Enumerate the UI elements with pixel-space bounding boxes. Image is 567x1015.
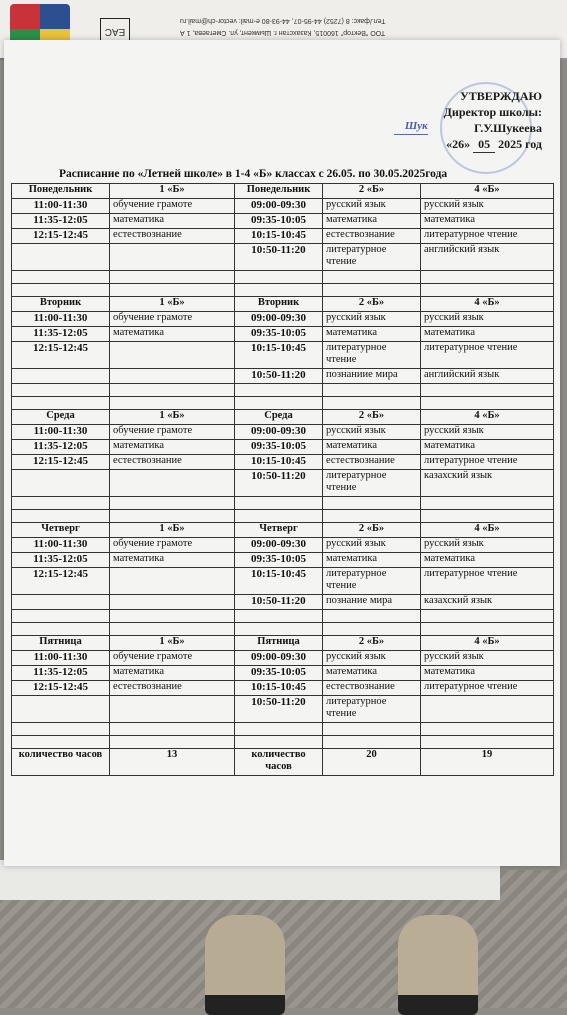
day-name: Понедельник bbox=[235, 184, 323, 199]
subject-cell: обучение грамоте bbox=[110, 651, 235, 666]
empty-cell bbox=[12, 736, 110, 749]
approval-year: 2025 год bbox=[498, 137, 542, 151]
subject-cell: математика bbox=[323, 214, 421, 229]
empty-cell bbox=[235, 736, 323, 749]
spacer-row bbox=[12, 736, 554, 749]
empty-cell bbox=[12, 271, 110, 284]
empty-cell bbox=[110, 497, 235, 510]
table-row bbox=[12, 440, 554, 455]
time-cell: 11:35-12:05 bbox=[12, 214, 110, 229]
subject-cell: математика bbox=[323, 327, 421, 342]
director-name: Г.У.Шукеева bbox=[473, 121, 542, 135]
director-signature: Шук bbox=[394, 118, 428, 135]
time-cell: 12:15-12:45 bbox=[12, 342, 110, 369]
approval-day: «26» bbox=[446, 137, 471, 151]
subject-cell: литературное чтение bbox=[421, 681, 554, 696]
subject-cell: литературное чтение bbox=[323, 568, 421, 595]
empty-cell bbox=[323, 723, 421, 736]
approval-date bbox=[444, 136, 542, 153]
subject-cell: математика bbox=[110, 666, 235, 681]
day-header-row bbox=[12, 636, 554, 651]
day-name: Пятница bbox=[235, 636, 323, 651]
class-header: 1 «Б» bbox=[110, 184, 235, 199]
subject-cell: обучение грамоте bbox=[110, 312, 235, 327]
time-cell: 10:15-10:45 bbox=[235, 455, 323, 470]
time-cell: 10:50-11:20 bbox=[235, 470, 323, 497]
time-cell: 10:50-11:20 bbox=[235, 369, 323, 384]
time-cell: 11:00-11:30 bbox=[12, 425, 110, 440]
spacer-row bbox=[12, 610, 554, 623]
subject-cell: естествознание bbox=[323, 681, 421, 696]
subject-cell: математика bbox=[323, 440, 421, 455]
table-row bbox=[12, 369, 554, 384]
class-header: 4 «Б» bbox=[421, 410, 554, 425]
spacer-row bbox=[12, 623, 554, 636]
subject-cell: русский язык bbox=[421, 425, 554, 440]
class-header: 1 «Б» bbox=[110, 636, 235, 651]
class-header: 4 «Б» bbox=[421, 184, 554, 199]
empty-cell bbox=[323, 397, 421, 410]
subject-cell: познание мира bbox=[323, 595, 421, 610]
subject-cell bbox=[110, 244, 235, 271]
subject-cell: английский язык bbox=[421, 369, 554, 384]
time-cell: 09:35-10:05 bbox=[235, 440, 323, 455]
subject-cell: математика bbox=[421, 440, 554, 455]
time-cell: 12:15-12:45 bbox=[12, 681, 110, 696]
class-header: 2 «Б» bbox=[323, 636, 421, 651]
time-cell bbox=[12, 595, 110, 610]
schedule-table bbox=[11, 183, 554, 776]
time-cell: 09:00-09:30 bbox=[235, 538, 323, 553]
subject-cell: естествознание bbox=[110, 681, 235, 696]
table-row bbox=[12, 651, 554, 666]
subject-cell: обучение грамоте bbox=[110, 538, 235, 553]
empty-cell bbox=[110, 736, 235, 749]
subject-cell bbox=[421, 696, 554, 723]
class-header: 1 «Б» bbox=[110, 410, 235, 425]
day-header-row bbox=[12, 523, 554, 538]
class-header: 2 «Б» bbox=[323, 297, 421, 312]
table-row bbox=[12, 342, 554, 369]
empty-cell bbox=[323, 497, 421, 510]
schedule-sheet bbox=[4, 40, 560, 866]
day-name: Вторник bbox=[235, 297, 323, 312]
subject-cell bbox=[110, 369, 235, 384]
empty-cell bbox=[110, 284, 235, 297]
time-cell bbox=[12, 369, 110, 384]
subject-cell: русский язык bbox=[323, 538, 421, 553]
subject-cell: естествознание bbox=[323, 229, 421, 244]
subject-cell: литературное чтение bbox=[323, 342, 421, 369]
subject-cell: обучение грамоте bbox=[110, 199, 235, 214]
approval-month: 05 bbox=[473, 136, 495, 153]
empty-cell bbox=[110, 271, 235, 284]
class-header: 2 «Б» bbox=[323, 184, 421, 199]
subject-cell: естествознание bbox=[323, 455, 421, 470]
table-row bbox=[12, 568, 554, 595]
table-row bbox=[12, 666, 554, 681]
subject-cell: математика bbox=[323, 666, 421, 681]
day-name: Четверг bbox=[235, 523, 323, 538]
empty-cell bbox=[110, 510, 235, 523]
spacer-row bbox=[12, 271, 554, 284]
subject-cell bbox=[110, 696, 235, 723]
subject-cell: литературное чтение bbox=[323, 696, 421, 723]
empty-cell bbox=[110, 397, 235, 410]
time-cell: 10:15-10:45 bbox=[235, 568, 323, 595]
time-cell: 11:00-11:30 bbox=[12, 538, 110, 553]
subject-cell: казахский язык bbox=[421, 595, 554, 610]
empty-cell bbox=[421, 284, 554, 297]
subject-cell bbox=[110, 342, 235, 369]
time-cell bbox=[12, 470, 110, 497]
time-cell: 09:00-09:30 bbox=[235, 425, 323, 440]
empty-cell bbox=[110, 623, 235, 636]
subject-cell: математика bbox=[421, 553, 554, 568]
table-row bbox=[12, 538, 554, 553]
time-cell: 09:00-09:30 bbox=[235, 651, 323, 666]
totals-row bbox=[12, 749, 554, 776]
time-cell: 09:35-10:05 bbox=[235, 327, 323, 342]
subject-cell: математика bbox=[421, 214, 554, 229]
empty-cell bbox=[323, 510, 421, 523]
spacer-row bbox=[12, 284, 554, 297]
time-cell: 11:35-12:05 bbox=[12, 440, 110, 455]
time-cell: 11:00-11:30 bbox=[12, 312, 110, 327]
table-row bbox=[12, 470, 554, 497]
day-name: Понедельник bbox=[12, 184, 110, 199]
day-name: Пятница bbox=[12, 636, 110, 651]
time-cell: 10:15-10:45 bbox=[235, 342, 323, 369]
subject-cell: казахский язык bbox=[421, 470, 554, 497]
time-cell: 11:00-11:30 bbox=[12, 199, 110, 214]
schedule-title: Расписание по «Летней школе» в 1-4 «Б» классах с 26.05. по 30.05.2025года bbox=[59, 168, 448, 180]
totals-label: количество часов bbox=[12, 749, 110, 776]
empty-cell bbox=[235, 497, 323, 510]
empty-cell bbox=[110, 610, 235, 623]
empty-cell bbox=[421, 271, 554, 284]
totals-label: количество часов bbox=[235, 749, 323, 776]
time-cell: 11:35-12:05 bbox=[12, 666, 110, 681]
table-row bbox=[12, 214, 554, 229]
empty-cell bbox=[235, 723, 323, 736]
empty-cell bbox=[12, 497, 110, 510]
table-row bbox=[12, 312, 554, 327]
day-header-row bbox=[12, 410, 554, 425]
time-cell: 11:00-11:30 bbox=[12, 651, 110, 666]
subject-cell: литературное чтение bbox=[323, 470, 421, 497]
empty-cell bbox=[323, 271, 421, 284]
subject-cell: математика bbox=[421, 666, 554, 681]
table-row bbox=[12, 425, 554, 440]
subject-cell: естествознание bbox=[110, 455, 235, 470]
spacer-row bbox=[12, 384, 554, 397]
empty-cell bbox=[235, 271, 323, 284]
table-row bbox=[12, 244, 554, 271]
empty-cell bbox=[421, 497, 554, 510]
day-name: Среда bbox=[12, 410, 110, 425]
time-cell: 10:15-10:45 bbox=[235, 229, 323, 244]
class-header: 2 «Б» bbox=[323, 410, 421, 425]
right-shoe bbox=[398, 915, 478, 1015]
empty-cell bbox=[323, 384, 421, 397]
empty-cell bbox=[12, 384, 110, 397]
class-header: 4 «Б» bbox=[421, 523, 554, 538]
subject-cell: литературное чтение bbox=[421, 229, 554, 244]
time-cell: 10:50-11:20 bbox=[235, 595, 323, 610]
empty-cell bbox=[12, 510, 110, 523]
empty-cell bbox=[421, 623, 554, 636]
empty-cell bbox=[421, 610, 554, 623]
time-cell: 09:00-09:30 bbox=[235, 199, 323, 214]
empty-cell bbox=[323, 284, 421, 297]
empty-cell bbox=[421, 736, 554, 749]
table-row bbox=[12, 681, 554, 696]
empty-cell bbox=[12, 623, 110, 636]
spacer-row bbox=[12, 723, 554, 736]
subject-cell: математика bbox=[110, 214, 235, 229]
empty-cell bbox=[12, 723, 110, 736]
time-cell: 11:35-12:05 bbox=[12, 327, 110, 342]
subject-cell: математика bbox=[110, 327, 235, 342]
totals-value: 20 bbox=[323, 749, 421, 776]
empty-cell bbox=[235, 284, 323, 297]
spacer-row bbox=[12, 497, 554, 510]
empty-cell bbox=[421, 723, 554, 736]
empty-cell bbox=[421, 397, 554, 410]
time-cell bbox=[12, 696, 110, 723]
subject-cell: английский язык bbox=[421, 244, 554, 271]
empty-cell bbox=[235, 623, 323, 636]
class-header: 4 «Б» bbox=[421, 636, 554, 651]
time-cell: 10:50-11:20 bbox=[235, 244, 323, 271]
signature-row bbox=[404, 120, 542, 136]
table-row bbox=[12, 229, 554, 244]
empty-cell bbox=[323, 610, 421, 623]
subject-cell bbox=[110, 568, 235, 595]
time-cell: 10:50-11:20 bbox=[235, 696, 323, 723]
subject-cell: русский язык bbox=[323, 425, 421, 440]
table-row bbox=[12, 455, 554, 470]
class-header: 2 «Б» bbox=[323, 523, 421, 538]
subject-cell: обучение грамоте bbox=[110, 425, 235, 440]
time-cell: 09:35-10:05 bbox=[235, 666, 323, 681]
subject-cell: математика bbox=[110, 440, 235, 455]
subject-cell bbox=[110, 595, 235, 610]
time-cell: 09:00-09:30 bbox=[235, 312, 323, 327]
time-cell bbox=[12, 244, 110, 271]
empty-cell bbox=[235, 384, 323, 397]
approval-position: Директор школы: bbox=[443, 105, 542, 119]
empty-cell bbox=[421, 384, 554, 397]
table-row bbox=[12, 595, 554, 610]
subject-cell: русский язык bbox=[421, 312, 554, 327]
time-cell: 12:15-12:45 bbox=[12, 455, 110, 470]
class-header: 4 «Б» bbox=[421, 297, 554, 312]
table-row bbox=[12, 553, 554, 568]
eac-mark: EAC bbox=[100, 18, 130, 46]
approval-block bbox=[404, 88, 542, 153]
empty-cell bbox=[323, 623, 421, 636]
left-shoe bbox=[205, 915, 285, 1015]
time-cell: 12:15-12:45 bbox=[12, 229, 110, 244]
empty-cell bbox=[421, 510, 554, 523]
day-header-row bbox=[12, 297, 554, 312]
subject-cell bbox=[110, 470, 235, 497]
empty-cell bbox=[323, 736, 421, 749]
package-text-3: Тел./факс: 8 (7252) 44-95-07, 44-93-80 e-mail: vector-ch@mail.ru bbox=[180, 17, 386, 24]
time-cell: 12:15-12:45 bbox=[12, 568, 110, 595]
subject-cell: математика bbox=[110, 553, 235, 568]
subject-cell: литературное чтение bbox=[421, 342, 554, 369]
subject-cell: литературное чтение bbox=[421, 455, 554, 470]
subject-cell: математика bbox=[323, 553, 421, 568]
empty-cell bbox=[235, 510, 323, 523]
table-row bbox=[12, 199, 554, 214]
empty-cell bbox=[12, 610, 110, 623]
totals-value: 19 bbox=[421, 749, 554, 776]
subject-cell: естествознание bbox=[110, 229, 235, 244]
empty-cell bbox=[12, 284, 110, 297]
time-cell: 09:35-10:05 bbox=[235, 553, 323, 568]
subject-cell: русский язык bbox=[421, 651, 554, 666]
subject-cell: русский язык bbox=[323, 312, 421, 327]
subject-cell: русский язык bbox=[323, 651, 421, 666]
day-header-row bbox=[12, 184, 554, 199]
class-header: 1 «Б» bbox=[110, 523, 235, 538]
day-name: Вторник bbox=[12, 297, 110, 312]
under-sheet bbox=[0, 860, 500, 900]
table-row bbox=[12, 696, 554, 723]
empty-cell bbox=[235, 610, 323, 623]
time-cell: 10:15-10:45 bbox=[235, 681, 323, 696]
time-cell: 11:35-12:05 bbox=[12, 553, 110, 568]
subject-cell: русский язык bbox=[421, 199, 554, 214]
day-name: Среда bbox=[235, 410, 323, 425]
totals-value: 13 bbox=[110, 749, 235, 776]
empty-cell bbox=[12, 397, 110, 410]
package-text-2: ТОО "Вектор" 160015, Казахстан г. Шымкент, ул. Сметаева, 1 А bbox=[180, 29, 386, 36]
empty-cell bbox=[110, 723, 235, 736]
spacer-row bbox=[12, 510, 554, 523]
class-header: 1 «Б» bbox=[110, 297, 235, 312]
spacer-row bbox=[12, 397, 554, 410]
empty-cell bbox=[235, 397, 323, 410]
day-name: Четверг bbox=[12, 523, 110, 538]
subject-cell: русский язык bbox=[323, 199, 421, 214]
subject-cell: русский язык bbox=[421, 538, 554, 553]
time-cell: 09:35-10:05 bbox=[235, 214, 323, 229]
table-row bbox=[12, 327, 554, 342]
subject-cell: математика bbox=[421, 327, 554, 342]
subject-cell: литературное чтение bbox=[421, 568, 554, 595]
approval-heading: УТВЕРЖДАЮ bbox=[459, 89, 542, 103]
subject-cell: познаниие мира bbox=[323, 369, 421, 384]
empty-cell bbox=[110, 384, 235, 397]
subject-cell: литературное чтение bbox=[323, 244, 421, 271]
